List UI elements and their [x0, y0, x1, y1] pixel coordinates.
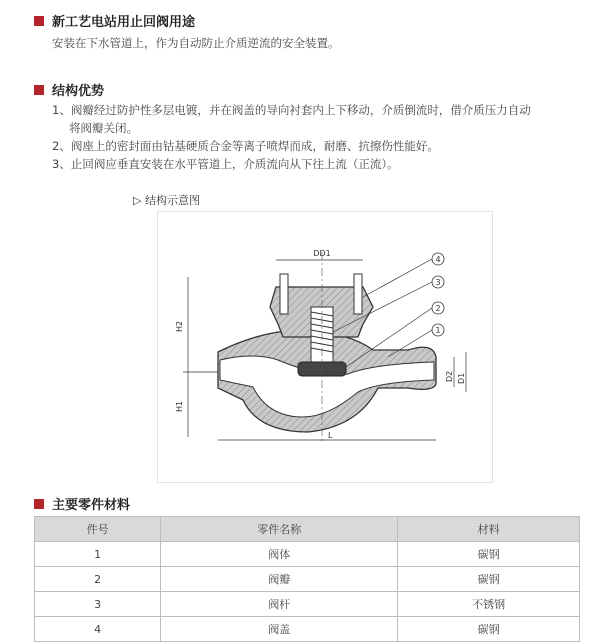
section-marker — [34, 85, 44, 95]
advantage-item-1-cont: 将阀瓣关闭。 — [69, 121, 138, 135]
table-row — [35, 617, 580, 642]
section-usage-title: 新工艺电站用止回阀用途 — [52, 15, 196, 30]
dim-d1: D1 — [457, 372, 466, 384]
section-advantages-title: 结构优势 — [52, 84, 105, 99]
section-parts-header — [34, 494, 130, 513]
callout-2: 2 — [435, 304, 441, 313]
header-part-no: 件号 — [35, 517, 161, 542]
section-usage-header — [34, 11, 195, 30]
table-row — [35, 567, 580, 592]
dim-d2: D2 — [445, 370, 454, 382]
advantage-item-3: 3、止回阀应垂直安装在水平管道上，介质流向从下往上流（正流）。 — [52, 157, 399, 171]
section-parts-title: 主要零件材料 — [52, 498, 131, 513]
cell-part-name: 阀杆 — [161, 592, 398, 617]
cell-material: 碳钢 — [398, 567, 580, 592]
dim-h2: H2 — [175, 320, 184, 332]
bolt-left — [280, 274, 288, 314]
callout-leader-4 — [363, 259, 432, 297]
table-row — [35, 542, 580, 567]
cell-part-name: 阀盖 — [161, 617, 398, 642]
bolt-right — [354, 274, 362, 314]
dim-h1: H1 — [175, 400, 184, 412]
valve-diagram — [157, 211, 493, 483]
callout-3: 3 — [435, 278, 441, 287]
cell-material: 不锈钢 — [398, 592, 580, 617]
section-advantages-header — [34, 80, 104, 99]
diagram-label: ▷ 结构示意图 — [133, 194, 200, 207]
section-usage-text: 安装在下水管道上，作为自动防止介质逆流的安全装置。 — [52, 36, 340, 50]
advantage-item-1: 1、阀瓣经过防护性多层电镀，并在阀盖的导向衬套内上下移动，介质倒流时，借介质压力自动 — [52, 103, 531, 117]
callout-1: 1 — [435, 326, 441, 335]
cell-part-name: 阀瓣 — [161, 567, 398, 592]
dim-l: L — [328, 431, 333, 440]
header-material: 材料 — [398, 517, 580, 542]
cell-part-name: 阀体 — [161, 542, 398, 567]
cell-material: 碳钢 — [398, 617, 580, 642]
dim-dd1: DD1 — [313, 249, 331, 258]
cell-material: 碳钢 — [398, 542, 580, 567]
table-row — [35, 592, 580, 617]
callout-4: 4 — [435, 255, 441, 264]
cell-part-no: 4 — [35, 617, 161, 642]
header-part-name: 零件名称 — [161, 517, 398, 542]
cell-part-no: 1 — [35, 542, 161, 567]
cell-part-no: 3 — [35, 592, 161, 617]
section-marker — [34, 16, 44, 26]
table-header-row — [35, 517, 580, 542]
cell-part-no: 2 — [35, 567, 161, 592]
section-marker — [34, 499, 44, 509]
parts-table — [34, 516, 580, 642]
valve-cross-section-drawing — [158, 212, 492, 482]
advantage-item-2: 2、阀座上的密封面由钴基硬质合金等离子喷焊而成，耐磨、抗擦伤性能好。 — [52, 139, 439, 153]
